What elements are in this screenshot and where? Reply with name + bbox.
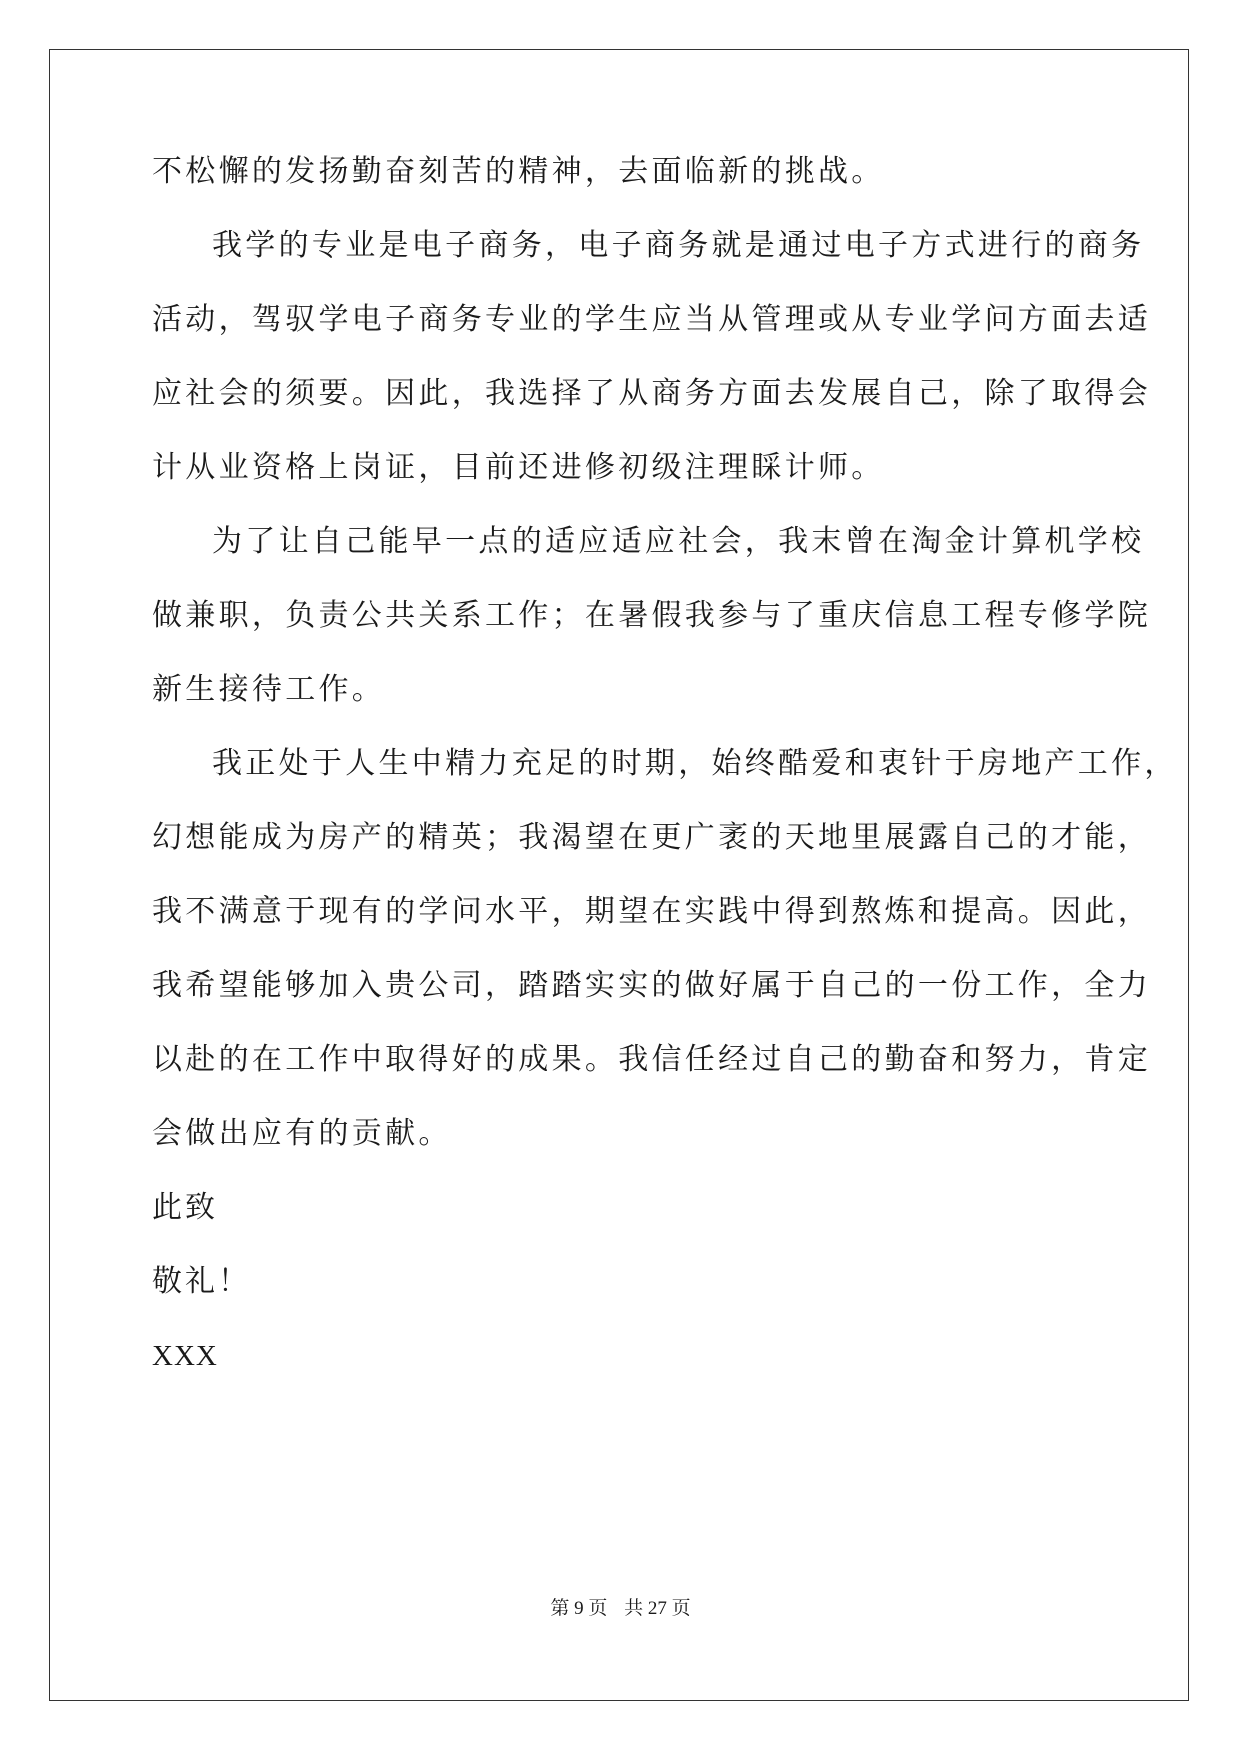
paragraph-start-line: 我学的专业是电子商务，电子商务就是通过电子方式进行的商务: [212, 228, 1145, 263]
paragraph-start-line: 为了让自己能早一点的适应适应社会，我末曾在淘金计算机学校: [212, 524, 1145, 559]
salutation: 敬礼！: [152, 1264, 251, 1299]
body-line: 计从业资格上岗证，目前还进修初级注理睬计师。: [152, 450, 885, 485]
body-line: 做兼职，负责公共关系工作；在暑假我参与了重庆信息工程专修学院: [152, 598, 1151, 633]
body-line: 应社会的须要。因此，我选择了从商务方面去发展自己，除了取得会: [152, 376, 1151, 411]
body-line: 新生接待工作。: [152, 672, 386, 707]
body-line: 幻想能成为房产的精英；我渴望在更广袤的天地里展露自己的才能，: [152, 820, 1151, 855]
body-line: 不松懈的发扬勤奋刻苦的精神，去面临新的挑战。: [152, 154, 885, 189]
body-line: 我不满意于现有的学问水平，期望在实践中得到熬炼和提高。因此，: [152, 894, 1151, 929]
closing-phrase: 此致: [152, 1190, 218, 1225]
page-number: 第 9 页: [550, 1598, 608, 1619]
body-line: 会做出应有的贡献。: [152, 1116, 452, 1151]
body-line: 活动，驾驭学电子商务专业的学生应当从管理或从专业学问方面去适: [152, 302, 1151, 337]
page-footer: [0, 1593, 1241, 1620]
body-line: 以赴的在工作中取得好的成果。我信任经过自己的勤奋和努力，肯定: [152, 1042, 1151, 1077]
body-line: 我希望能够加入贵公司，踏踏实实的做好属于自己的一份工作，全力: [152, 968, 1151, 1003]
page-total: 共 27 页: [624, 1598, 691, 1619]
page-border: [49, 49, 1189, 1701]
paragraph-start-line: 我正处于人生中精力充足的时期，始终酷爱和衷针于房地产工作，: [212, 746, 1178, 781]
signature: XXX: [152, 1340, 218, 1372]
